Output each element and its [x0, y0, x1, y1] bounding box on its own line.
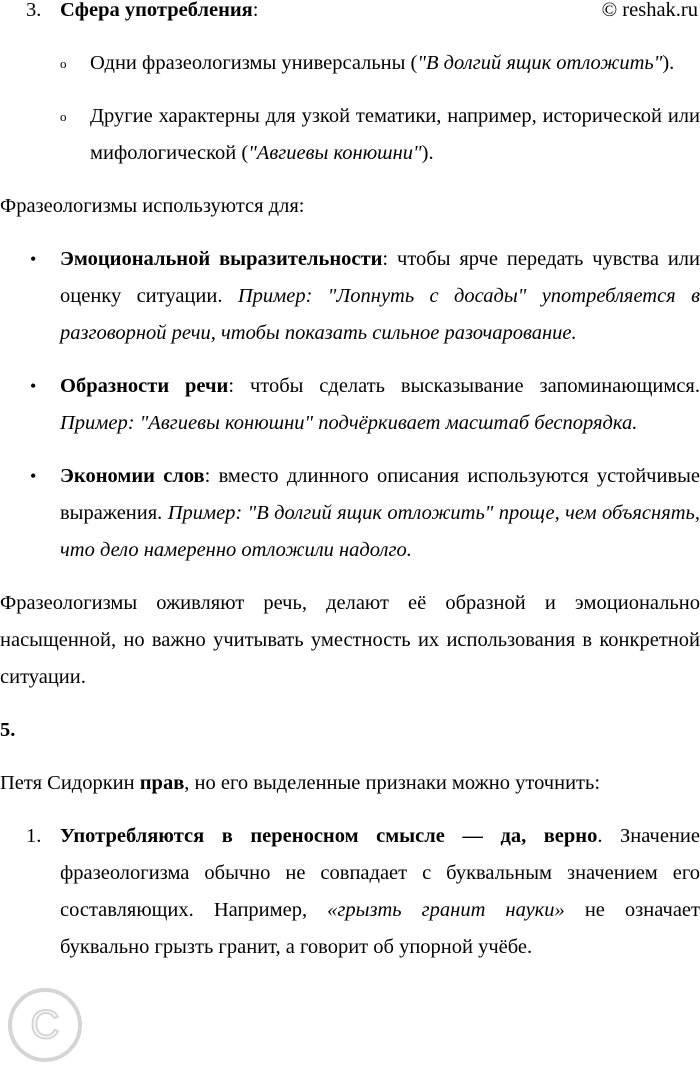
- italic-text: Пример: "Лопнуть с досады" употребляется в разговорной речи, чтобы показать сильное разочарование.: [60, 285, 700, 344]
- bullet-icon: •: [30, 249, 37, 269]
- text: не означает буквально грызть гранит, а говорит об упорной учёбе.: [60, 899, 700, 958]
- bullet-icon: o: [60, 109, 67, 124]
- text: Петя Сидоркин: [0, 772, 140, 794]
- bold-text: 5.: [0, 719, 16, 741]
- text: Фразеологизмы оживляют речь, делают её образной и эмоционально насыщенной, но важно учитывать уместность их использования в конкретной ситуации.: [0, 592, 700, 688]
- italic-text: "Авгиевы конюшни": [248, 142, 422, 164]
- svg-text:C: C: [30, 1003, 60, 1047]
- text: . Значение фразеологизма обычно не совпадает с буквальным значением его составляющих. Например,: [60, 825, 700, 921]
- text: : чтобы сделать высказывание запоминающимся.: [228, 375, 700, 397]
- copyright-circle-icon: [10, 990, 80, 1060]
- bold-text: прав: [139, 772, 185, 794]
- paragraph: [0, 585, 700, 696]
- list-number: 3.: [26, 0, 42, 21]
- list-number: 1.: [26, 825, 42, 847]
- text: ).: [662, 52, 675, 74]
- paragraph: [0, 765, 700, 802]
- text: ).: [421, 142, 434, 164]
- list-item: [0, 458, 700, 569]
- list-item: [0, 241, 700, 352]
- copyright-credit: © reshak.ru: [601, 0, 698, 21]
- list-item: [0, 368, 700, 442]
- bullet-icon: •: [30, 376, 37, 396]
- text: Другие характерны для узкой тематики, например, исторической или мифологической (: [90, 105, 700, 164]
- italic-text: Пример: "В долгий ящик отложить" проще, чем объяснять, что дело намеренно отложили надолго.: [60, 502, 700, 561]
- paragraph: [0, 712, 700, 749]
- text: : чтобы ярче передать чувства или оценку ситуации.: [60, 248, 700, 307]
- bullet-icon: o: [60, 56, 67, 71]
- sub-list-item: [0, 98, 700, 172]
- list-item: [0, 818, 700, 966]
- bold-text: Употребляются в переносном смысле — да, верно: [60, 825, 598, 847]
- text: :: [252, 0, 259, 21]
- italic-text: «грызть гранит науки»: [327, 899, 565, 921]
- bold-text: Экономии слов: [60, 465, 205, 487]
- text: Фразеологизмы используются для:: [0, 195, 305, 217]
- list-item: [0, 0, 700, 29]
- text: , но его выделенные признаки можно уточнить:: [184, 772, 601, 794]
- italic-text: Пример: "Авгиевы конюшни" подчёркивает масштаб беспорядка.: [60, 412, 638, 434]
- text: : вместо длинного описания используются устойчивые выражения.: [60, 465, 700, 524]
- italic-text: "В долгий ящик отложить": [417, 52, 663, 74]
- bullet-icon: •: [30, 466, 37, 486]
- sub-list-item: [0, 45, 700, 82]
- bold-text: Сфера употребления: [60, 0, 253, 21]
- bold-text: Образности речи: [60, 375, 229, 397]
- text: Одни фразеологизмы универсальны (: [90, 52, 418, 74]
- bold-text: Эмоциональной выразительности: [60, 248, 383, 270]
- paragraph: [0, 188, 700, 225]
